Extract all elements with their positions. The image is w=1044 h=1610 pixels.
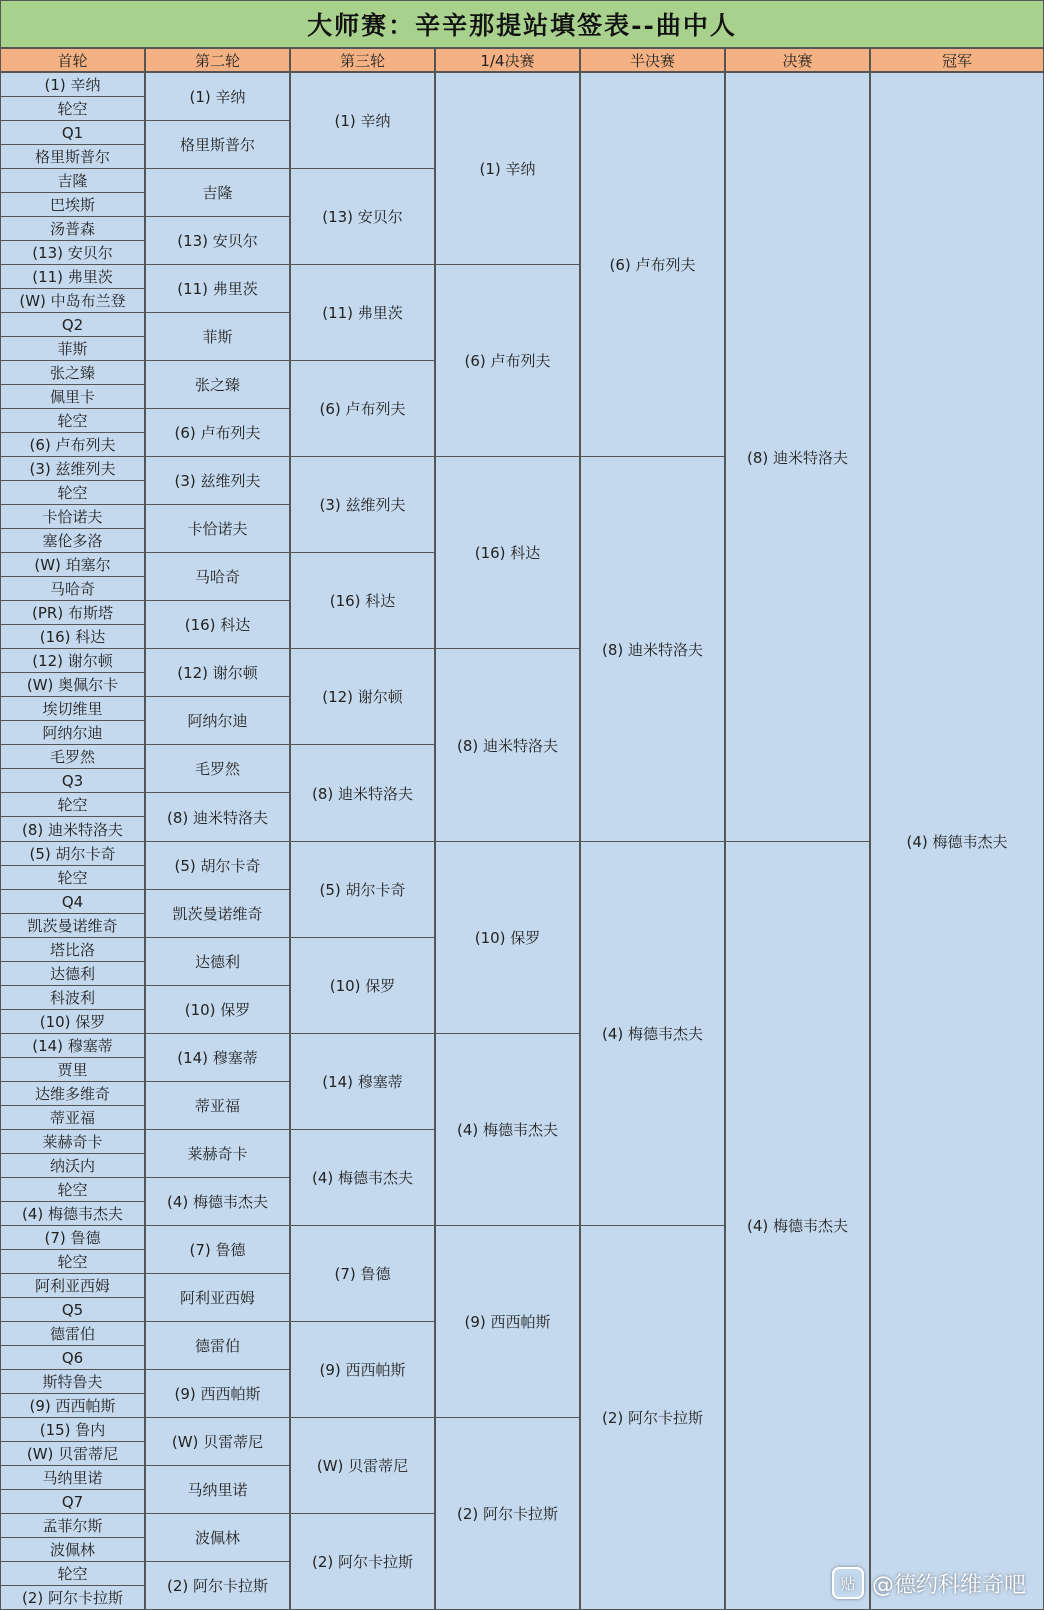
header-round-6: 决赛 [725,48,870,72]
round-2-slot: (12) 谢尔顿 [145,648,290,697]
round-1-slot: (W) 贝雷蒂尼 [0,1441,145,1466]
round-1-slot: 莱赫奇卡 [0,1129,145,1154]
round-3-slot: (5) 胡尔卡奇 [290,841,435,938]
round-1-slot: 汤普森 [0,216,145,241]
round-1-slot: 孟菲尔斯 [0,1513,145,1538]
round-3-slot: (2) 阿尔卡拉斯 [290,1513,435,1610]
round-4-slot: (2) 阿尔卡拉斯 [435,1417,580,1610]
round-1-slot: Q5 [0,1297,145,1322]
round-1-slot: (4) 梅德韦杰夫 [0,1201,145,1226]
round-1-slot: Q4 [0,889,145,914]
round-3-slot: (13) 安贝尔 [290,168,435,265]
round-1-slot: 凯茨曼诺维奇 [0,913,145,938]
round-2-slot: 波佩林 [145,1513,290,1562]
round-1-slot: 吉隆 [0,168,145,193]
round-3-slot: (W) 贝雷蒂尼 [290,1417,435,1514]
round-1-slot: 菲斯 [0,336,145,361]
round-2-slot: 德雷伯 [145,1321,290,1370]
round-2-slot: 毛罗然 [145,744,290,793]
round-2-slot: 吉隆 [145,168,290,217]
round-1-slot: 科波利 [0,985,145,1010]
round-2-slot: (13) 安贝尔 [145,216,290,265]
round-7-slot: (4) 梅德韦杰夫 [870,72,1044,1610]
round-1-slot: 轮空 [0,1249,145,1274]
round-3-slot: (9) 西西帕斯 [290,1321,435,1418]
round-6-slot: (4) 梅德韦杰夫 [725,841,870,1610]
round-4-slot: (10) 保罗 [435,841,580,1034]
round-3-slot: (6) 卢布列夫 [290,360,435,457]
round-6-slot: (8) 迪米特洛夫 [725,72,870,842]
header-round-5: 半决赛 [580,48,725,72]
round-1-slot: (10) 保罗 [0,1009,145,1034]
round-1-slot: (8) 迪米特洛夫 [0,816,145,842]
round-1-slot: 马纳里诺 [0,1465,145,1490]
round-1-slot: (3) 兹维列夫 [0,456,145,481]
round-4-slot: (9) 西西帕斯 [435,1225,580,1418]
round-1-slot: (1) 辛纳 [0,72,145,97]
round-4-slot: (4) 梅德韦杰夫 [435,1033,580,1226]
round-3-slot: (10) 保罗 [290,937,435,1034]
round-2-slot: (7) 鲁德 [145,1225,290,1274]
round-3-slot: (1) 辛纳 [290,72,435,169]
round-2-slot: 莱赫奇卡 [145,1129,290,1178]
round-1-slot: 卡恰诺夫 [0,504,145,529]
round-2-slot: 格里斯普尔 [145,120,290,169]
round-1-slot: 达维多维奇 [0,1081,145,1106]
round-1-slot: 轮空 [0,792,145,817]
round-1-slot: (5) 胡尔卡奇 [0,841,145,866]
round-1-slot: 斯特鲁夫 [0,1369,145,1394]
watermark [832,1567,1026,1599]
round-1-slot: 轮空 [0,480,145,505]
round-1-slot: (15) 鲁内 [0,1417,145,1442]
round-2-slot: (W) 贝雷蒂尼 [145,1417,290,1466]
round-4-slot: (6) 卢布列夫 [435,264,580,457]
round-1-slot: (14) 穆塞蒂 [0,1033,145,1058]
round-1-slot: 轮空 [0,1561,145,1586]
round-3-slot: (11) 弗里茨 [290,264,435,361]
header-round-7: 冠军 [870,48,1044,72]
round-1-slot: (9) 西西帕斯 [0,1393,145,1418]
round-1-slot: (11) 弗里茨 [0,264,145,289]
round-1-slot: Q1 [0,120,145,145]
round-4-slot: (1) 辛纳 [435,72,580,265]
round-1-slot: (12) 谢尔顿 [0,648,145,673]
round-1-slot: (16) 科达 [0,624,145,649]
round-1-slot: (W) 奥佩尔卡 [0,672,145,697]
round-5-slot: (4) 梅德韦杰夫 [580,841,725,1226]
header-round-3: 第三轮 [290,48,435,72]
round-1-slot: 轮空 [0,865,145,890]
round-3-slot: (4) 梅德韦杰夫 [290,1129,435,1226]
round-2-slot: 达德利 [145,937,290,986]
round-3-slot: (14) 穆塞蒂 [290,1033,435,1130]
round-1-slot: 佩里卡 [0,384,145,409]
round-4-slot: (8) 迪米特洛夫 [435,648,580,842]
round-2-slot: (2) 阿尔卡拉斯 [145,1561,290,1610]
round-2-slot: 菲斯 [145,312,290,361]
round-1-slot: 波佩林 [0,1537,145,1562]
round-1-slot: 达德利 [0,961,145,986]
round-2-slot: (3) 兹维列夫 [145,456,290,505]
round-1-slot: 德雷伯 [0,1321,145,1346]
round-3-slot: (7) 鲁德 [290,1225,435,1322]
round-1-slot: 纳沃内 [0,1153,145,1178]
round-2-slot: 凯茨曼诺维奇 [145,889,290,938]
round-1-slot: 阿纳尔迪 [0,720,145,745]
header-round-1: 首轮 [0,48,145,72]
round-1-slot: 格里斯普尔 [0,144,145,169]
round-4-slot: (16) 科达 [435,456,580,649]
round-1-slot: 贾里 [0,1057,145,1082]
round-5-slot: (2) 阿尔卡拉斯 [580,1225,725,1610]
round-1-slot: 蒂亚福 [0,1105,145,1130]
round-2-slot: (4) 梅德韦杰夫 [145,1177,290,1226]
header-round-2: 第二轮 [145,48,290,72]
watermark-text: @德约科维奇吧 [871,1572,1026,1598]
round-3-slot: (8) 迪米特洛夫 [290,744,435,842]
round-2-slot: (10) 保罗 [145,985,290,1034]
round-1-slot: 毛罗然 [0,744,145,769]
round-2-slot: 张之臻 [145,360,290,409]
round-1-slot: 塞伦多洛 [0,528,145,553]
round-2-slot: 马哈奇 [145,552,290,601]
round-1-slot: 轮空 [0,1177,145,1202]
round-2-slot: (6) 卢布列夫 [145,408,290,457]
round-3-slot: (12) 谢尔顿 [290,648,435,745]
round-2-slot: (14) 穆塞蒂 [145,1033,290,1082]
sheet-title: 大师赛：辛辛那提站填签表--曲中人 [0,0,1044,48]
round-2-slot: (9) 西西帕斯 [145,1369,290,1418]
tieba-logo-icon: 贴 [832,1567,864,1599]
round-1-slot: 轮空 [0,96,145,121]
round-3-slot: (3) 兹维列夫 [290,456,435,553]
header-round-4: 1/4决赛 [435,48,580,72]
round-1-slot: (PR) 布斯塔 [0,600,145,625]
round-1-slot: (13) 安贝尔 [0,240,145,265]
round-2-slot: 马纳里诺 [145,1465,290,1514]
round-2-slot: (5) 胡尔卡奇 [145,841,290,890]
round-2-slot: (16) 科达 [145,600,290,649]
round-2-slot: 蒂亚福 [145,1081,290,1130]
round-1-slot: (W) 中岛布兰登 [0,288,145,313]
round-1-slot: 塔比洛 [0,937,145,962]
round-1-slot: (7) 鲁德 [0,1225,145,1250]
round-1-slot: Q3 [0,768,145,793]
round-1-slot: (6) 卢布列夫 [0,432,145,457]
round-2-slot: 阿利亚西姆 [145,1273,290,1322]
round-1-slot: 埃切维里 [0,696,145,721]
round-1-slot: Q7 [0,1489,145,1514]
round-3-slot: (16) 科达 [290,552,435,649]
round-1-slot: Q6 [0,1345,145,1370]
round-1-slot: (W) 珀塞尔 [0,552,145,577]
round-2-slot: (1) 辛纳 [145,72,290,121]
round-1-slot: 马哈奇 [0,576,145,601]
round-2-slot: (8) 迪米特洛夫 [145,792,290,842]
round-2-slot: 卡恰诺夫 [145,504,290,553]
round-2-slot: (11) 弗里茨 [145,264,290,313]
round-5-slot: (6) 卢布列夫 [580,72,725,457]
round-1-slot: 张之臻 [0,360,145,385]
round-1-slot: (2) 阿尔卡拉斯 [0,1585,145,1610]
round-1-slot: 巴埃斯 [0,192,145,217]
round-5-slot: (8) 迪米特洛夫 [580,456,725,842]
round-1-slot: 阿利亚西姆 [0,1273,145,1298]
round-1-slot: 轮空 [0,408,145,433]
round-2-slot: 阿纳尔迪 [145,696,290,745]
round-1-slot: Q2 [0,312,145,337]
